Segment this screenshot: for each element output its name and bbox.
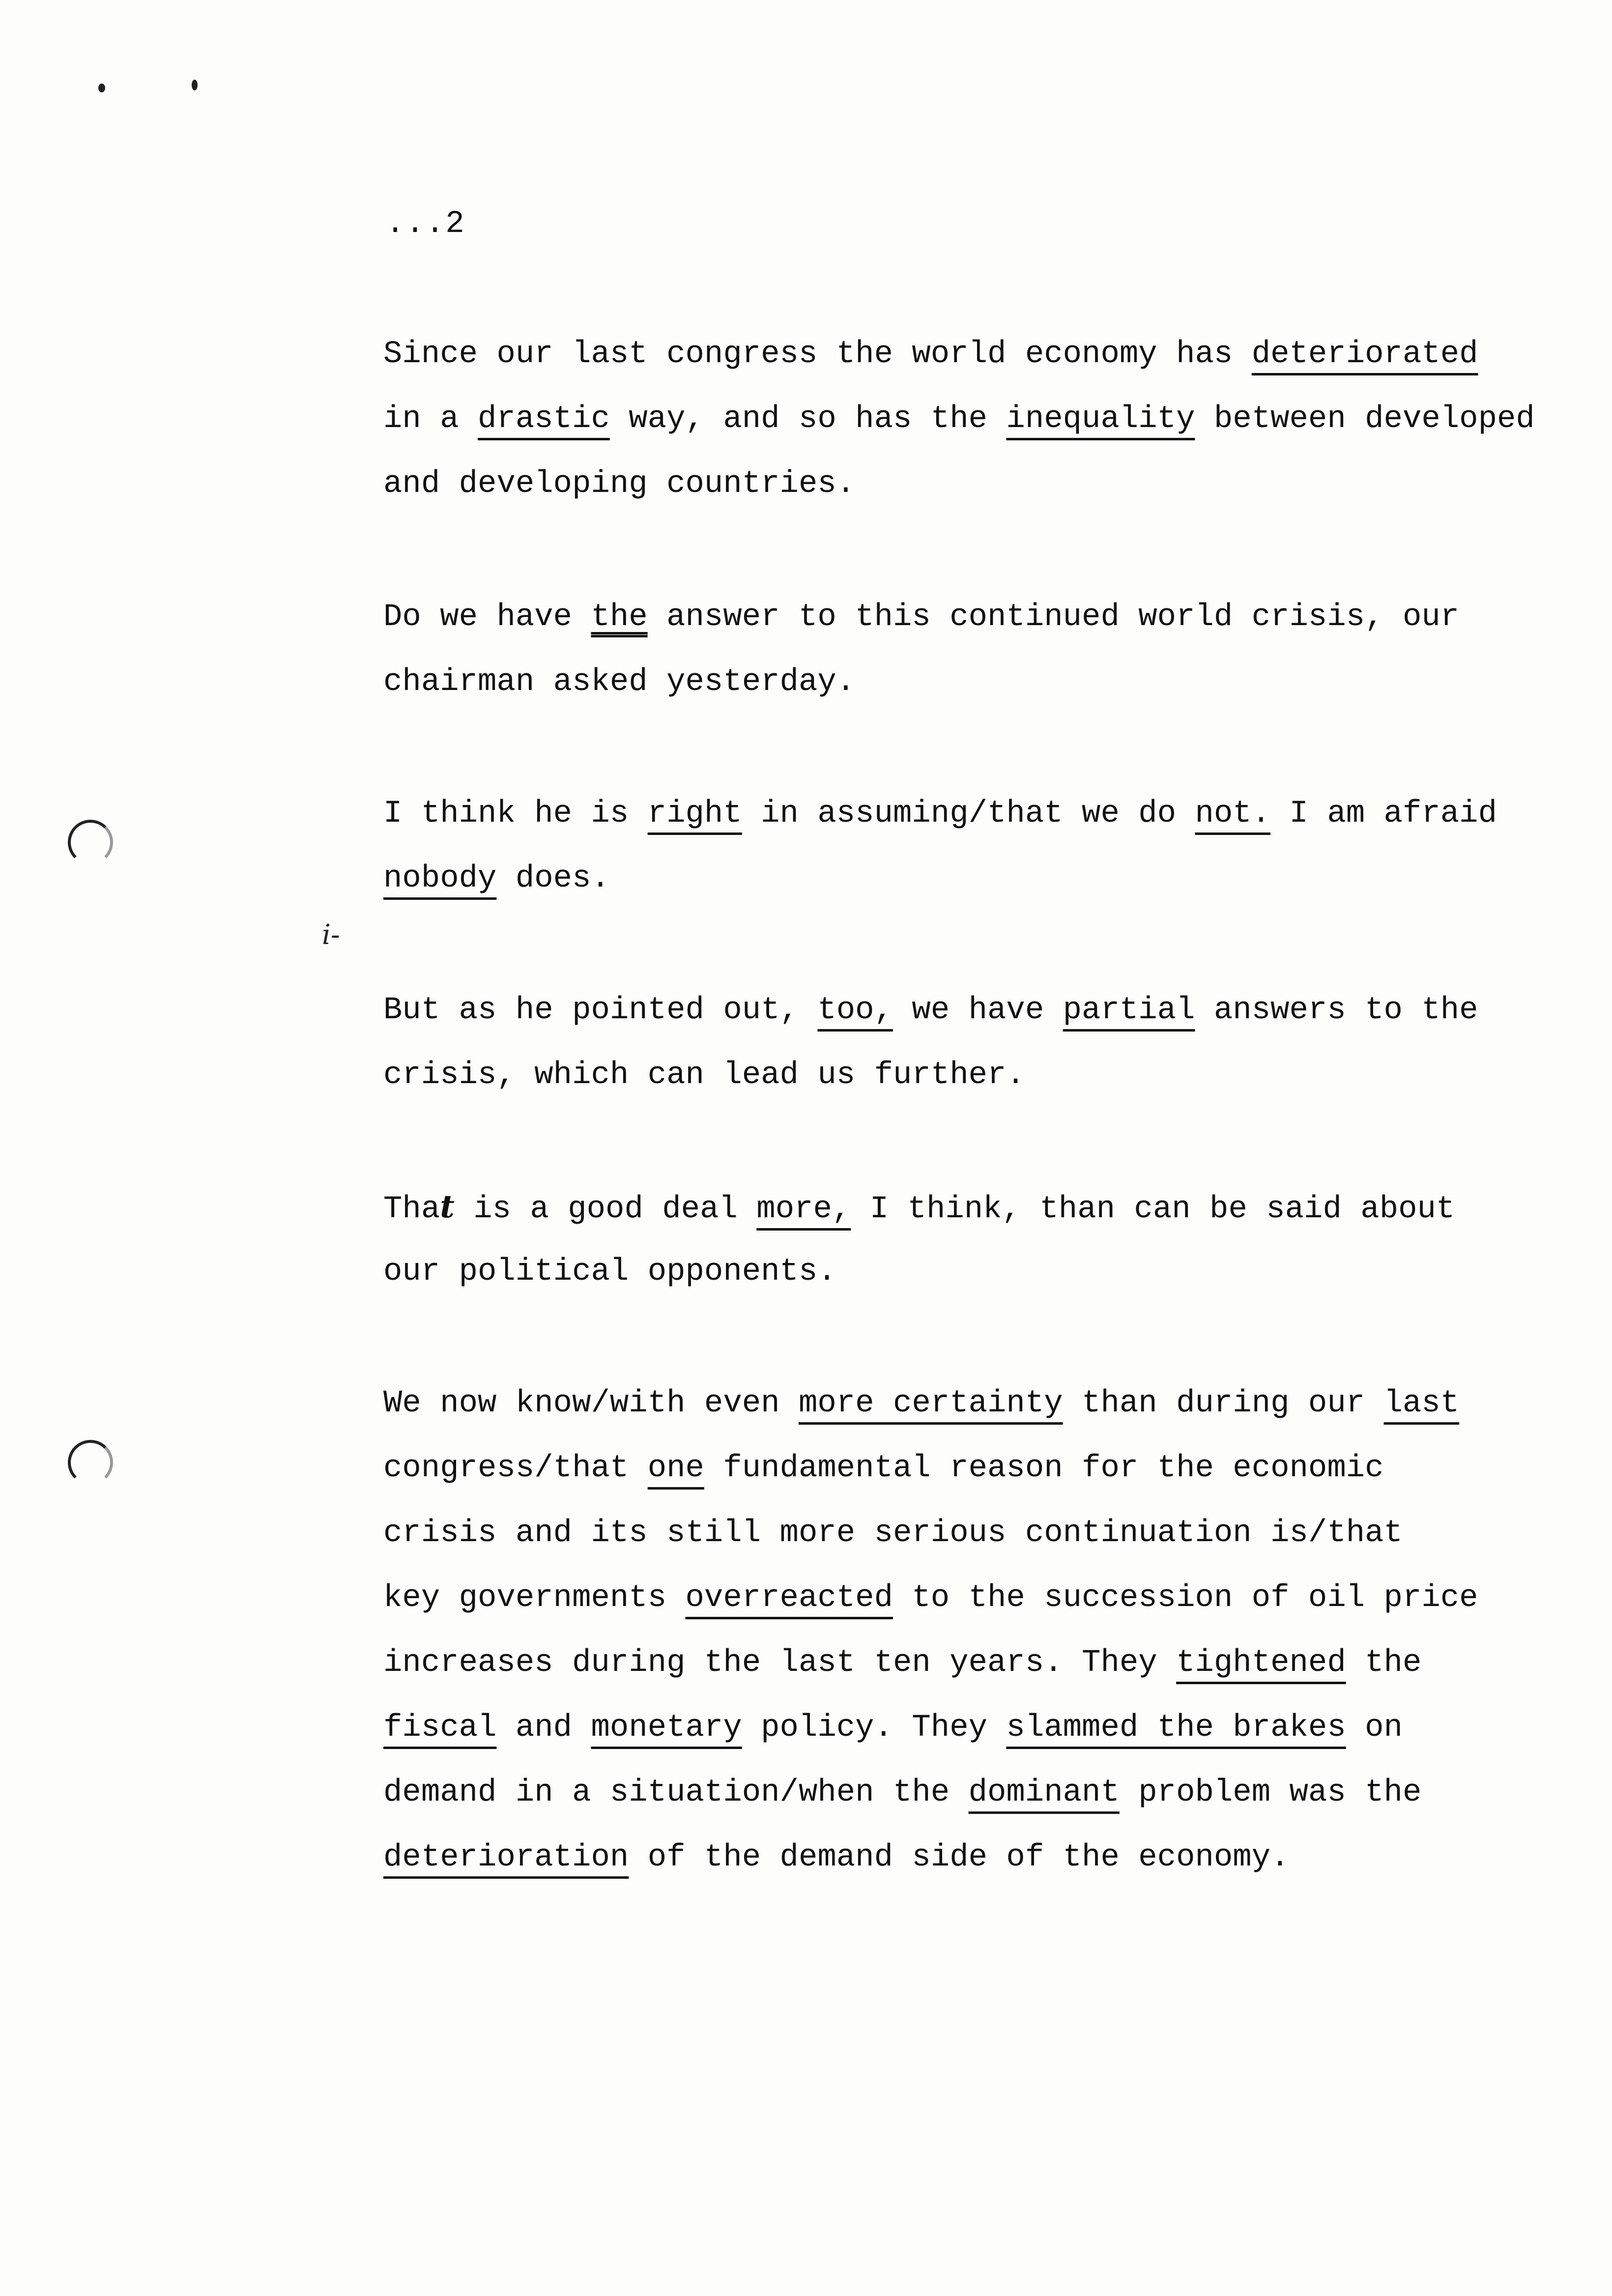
paragraph bbox=[383, 322, 1612, 517]
scan-speck bbox=[98, 84, 105, 92]
text-run: fundamental reason for the economic bbox=[704, 1451, 1384, 1486]
text-run: key governments bbox=[383, 1580, 686, 1616]
underlined-word: slammed the brakes bbox=[1006, 1710, 1346, 1746]
text-line bbox=[383, 1566, 1612, 1631]
text-line bbox=[383, 846, 1612, 911]
text-line bbox=[383, 1371, 1612, 1436]
text-run: I think, than can be said about bbox=[851, 1192, 1455, 1227]
text-line bbox=[383, 1239, 1612, 1304]
text-line bbox=[383, 452, 1612, 517]
text-run: Since our last congress the world economy has bbox=[383, 337, 1252, 372]
underlined-word: deterioration bbox=[383, 1840, 629, 1875]
underlined-word: deteriorated bbox=[1251, 337, 1478, 372]
underlined-word: monetary bbox=[591, 1710, 742, 1746]
text-line bbox=[383, 650, 1612, 715]
page-number: ...2 bbox=[386, 206, 465, 242]
text-run: Do we have bbox=[383, 600, 591, 635]
text-run: we have bbox=[892, 993, 1063, 1028]
text-line bbox=[383, 1631, 1612, 1695]
text-run: in a bbox=[383, 402, 478, 437]
text-run: on bbox=[1346, 1710, 1403, 1746]
text-run: and developing countries. bbox=[383, 466, 856, 502]
text-line bbox=[383, 1501, 1612, 1566]
margin-annotation: i- bbox=[322, 919, 340, 951]
text-run: between developed bbox=[1195, 402, 1535, 437]
underlined-word: nobody bbox=[383, 861, 497, 896]
text-run: I think he is bbox=[383, 796, 648, 832]
underlined-word: more certainty bbox=[798, 1386, 1063, 1421]
underlined-word: partial bbox=[1063, 993, 1195, 1028]
text-line bbox=[383, 781, 1612, 846]
text-run: is a good deal bbox=[454, 1192, 757, 1227]
text-run: policy. They bbox=[742, 1710, 1007, 1746]
paragraph bbox=[383, 585, 1612, 715]
text-run: of the demand side of the economy. bbox=[629, 1840, 1290, 1875]
text-run: chairman asked yesterday. bbox=[383, 664, 856, 700]
text-run: increases during the last ten years. They bbox=[383, 1645, 1177, 1681]
underlined-word: right bbox=[647, 796, 742, 832]
text-line bbox=[383, 387, 1612, 452]
underlined-word: one bbox=[647, 1451, 704, 1486]
underlined-word: drastic bbox=[478, 402, 610, 437]
text-line bbox=[383, 1175, 1612, 1239]
text-run: in assuming/that we do bbox=[742, 796, 1195, 832]
text-line bbox=[383, 1695, 1612, 1760]
text-line bbox=[383, 978, 1612, 1043]
text-run: to the succession of oil price bbox=[892, 1580, 1478, 1616]
text-line bbox=[383, 1760, 1612, 1825]
underlined-word: inequality bbox=[1006, 402, 1195, 437]
text-run: answers to the bbox=[1195, 993, 1478, 1028]
underlined-word: tightened bbox=[1176, 1645, 1346, 1681]
double-underlined-word: the bbox=[591, 600, 648, 635]
punch-hole bbox=[68, 1440, 113, 1485]
text-run: and bbox=[496, 1710, 591, 1746]
underlined-word: dominant bbox=[968, 1775, 1120, 1810]
text-run: answer to this continued world crisis, our bbox=[647, 600, 1460, 635]
underlined-word: last bbox=[1383, 1386, 1460, 1421]
text-line bbox=[383, 1043, 1612, 1108]
text-run: our political opponents. bbox=[383, 1254, 836, 1290]
text-run: does. bbox=[496, 861, 610, 896]
underlined-word: fiscal bbox=[383, 1710, 497, 1746]
text-run: I am afraid bbox=[1270, 796, 1497, 832]
paragraph bbox=[383, 978, 1612, 1108]
text-run: than during our bbox=[1063, 1386, 1384, 1421]
paragraph bbox=[383, 1175, 1612, 1304]
paragraph bbox=[383, 781, 1612, 911]
punch-hole bbox=[68, 820, 113, 865]
text-run: Tha bbox=[383, 1192, 440, 1227]
underlined-word: too, bbox=[817, 993, 893, 1028]
text-run: crisis, which can lead us further. bbox=[383, 1058, 1025, 1093]
underlined-word: not. bbox=[1195, 796, 1271, 832]
text-run: problem was the bbox=[1119, 1775, 1422, 1810]
text-line bbox=[383, 1825, 1612, 1890]
handwritten-correction: t bbox=[440, 1188, 455, 1225]
text-line bbox=[383, 322, 1612, 387]
text-line bbox=[383, 585, 1612, 650]
text-run: the bbox=[1346, 1645, 1422, 1681]
text-run: We now know/with even bbox=[383, 1386, 799, 1421]
text-run: crisis and its still more serious continuation is/that bbox=[383, 1516, 1403, 1551]
text-run: But as he pointed out, bbox=[383, 993, 818, 1028]
paragraph bbox=[383, 1371, 1612, 1890]
text-run: demand in a situation/when the bbox=[383, 1775, 969, 1810]
scan-speck bbox=[192, 80, 198, 90]
underlined-word: overreacted bbox=[685, 1580, 893, 1616]
text-run: congress/that bbox=[383, 1451, 648, 1486]
text-line bbox=[383, 1436, 1612, 1501]
text-run: way, and so has the bbox=[609, 402, 1007, 437]
underlined-word: more, bbox=[756, 1192, 851, 1227]
